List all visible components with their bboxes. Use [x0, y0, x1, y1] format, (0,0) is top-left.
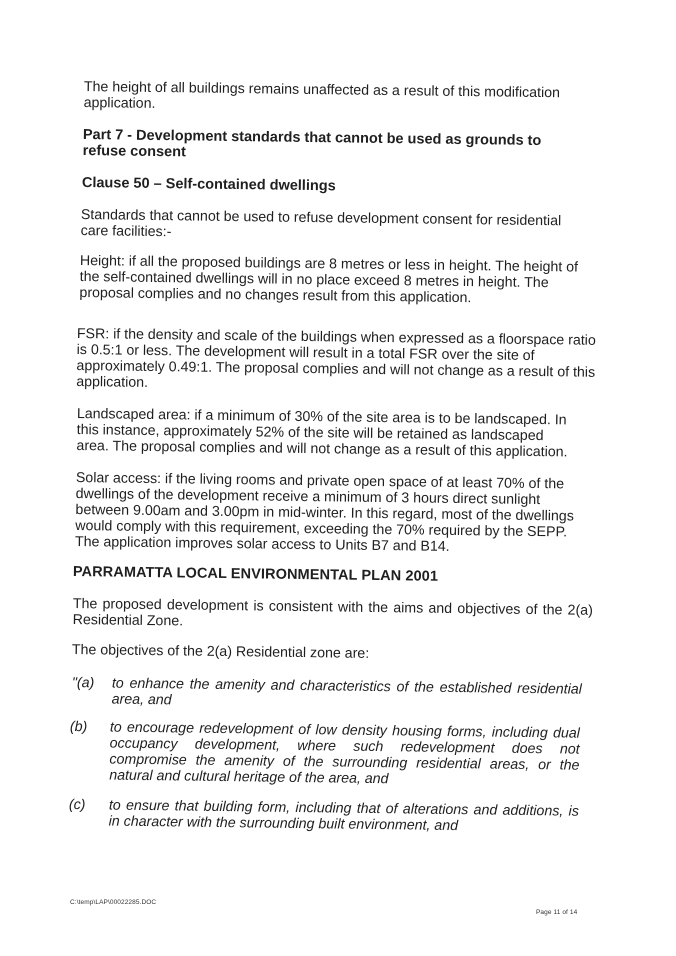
landscaped-area-paragraph: Landscaped area: if a minimum of 30% of the site area is to be landscaped. In this instance, approximately 52% of the site will be retained as landscaped area. The proposal complies and will not change as a result of this application. [76, 406, 568, 461]
objective-text: to ensure that building form, including that of alterations and additions, is in character with the surrounding built environment, and [108, 797, 579, 835]
footer-page-number: Page 11 of 14 [536, 909, 578, 916]
objective-item-c [69, 797, 589, 838]
lep-consistency-paragraph: The proposed development is consistent with the aims and objectives of the 2(a) Residential Zone. [72, 596, 593, 630]
paragraph-height-unaffected: The height of all buildings remains unaffected as a result of this modification application. [83, 79, 561, 112]
clause50-heading: Clause 50 – Self-contained dwellings [81, 175, 336, 195]
objective-marker: (c) [68, 797, 86, 814]
fsr-standard-paragraph: FSR: if the density and scale of the buildings when expressed as a floorspace ratio is 0.5:1 or less. The development will result in a total FSR over the site of approximately 0.49:1. The proposal complies and will not change as a result of this application. [76, 326, 596, 391]
objectives-intro-paragraph: The objectives of the 2(a) Residential zone are: [71, 642, 370, 662]
objective-text: to enhance the amenity and characteristics of the established residential area, and [111, 675, 582, 709]
footer-file-path: C:\temp\LAP\00022285.DOC [70, 899, 157, 906]
lep-heading: PARRAMATTA LOCAL ENVIRONMENTAL PLAN 2001 [72, 564, 439, 585]
objective-marker: "(a) [71, 675, 95, 692]
solar-access-paragraph: Solar access: if the living rooms and private open space of at least 70% of the dwellings of the development receive a minimum of 3 hours direct sunlight between 9.00am and 3.00pm in mid-winter. In this regard, most of the dwellings would comply with this requirement, exceeding the 70% required by the SEPP. The application improves solar access to Units B7 and B14. [74, 470, 574, 555]
objective-text: to encourage redevelopment of low density housing forms, including dual occupancy development, where such redevelopment does not compromise the amenity of the surrounding residential areas, or the natural and cultural heritage of the area, and [109, 719, 580, 788]
objective-item-b [69, 719, 590, 794]
height-standard-paragraph: Height: if all the proposed buildings are 8 metres or less in height. The height of the self-contained dwellings will in no place exceed 8 metres in height. The proposal complies and no changes result from this application. [79, 253, 579, 307]
objective-item-a [72, 675, 592, 716]
standards-intro-paragraph: Standards that cannot be used to refuse development consent for residential care facilities:- [80, 207, 562, 241]
part7-heading: Part 7 - Development standards that cannot be used as grounds to refuse consent [82, 127, 542, 161]
objective-marker: (b) [69, 719, 88, 736]
